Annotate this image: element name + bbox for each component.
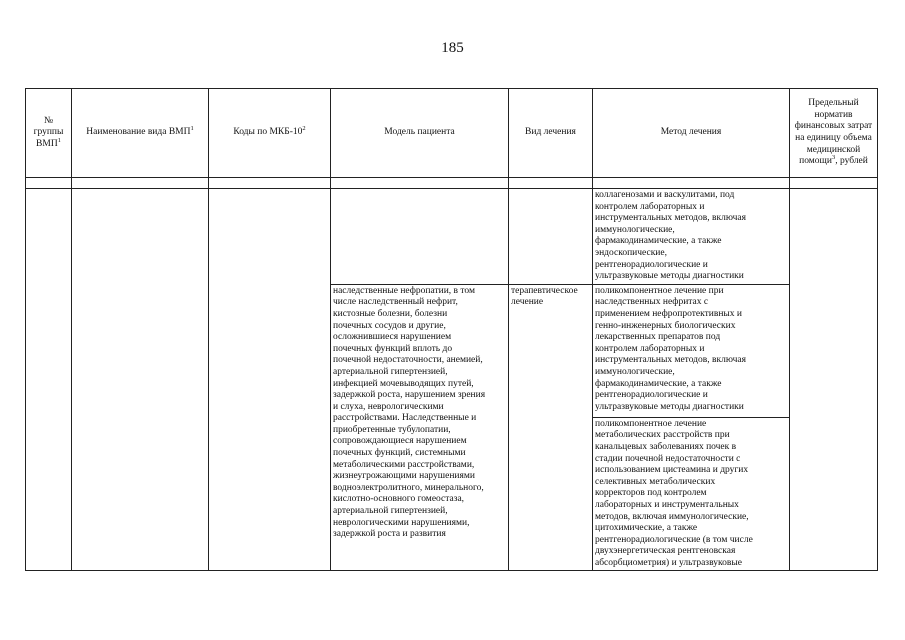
- header-group-number: № группы ВМП$^1$: [26, 89, 72, 178]
- treatment-type-cell: терапевтическое лечение: [509, 284, 593, 571]
- method-cell: коллагенозами и васкулитами, под контролем лабораторных и инструментальных методов, включая иммунологические, фармакодинамические, а также эндоскопические, рентгенорадиологические и ультразвуковые методы диагностики: [593, 189, 790, 285]
- header-treatment-method: Метод лечения: [593, 89, 790, 178]
- header-vmp-name: Наименование вида ВМП$^1$: [72, 89, 209, 178]
- table-row: [26, 189, 878, 285]
- method-cell: поликомпонентное лечение метаболических расстройств при канальцевых заболеваниях почек в стадии почечной недостаточности с использованием цистеамина и других селективных метаболических корректоров под контролем лабораторных и инструментальных методов, включая иммунологические, цитохимические, а также рентгенорадиологические (в том числе двухэнергетическая рентгеновская абсорбциометрия) и ультразвуковые: [593, 417, 790, 571]
- header-patient-model: Модель пациента: [331, 89, 509, 178]
- method-cell: поликомпонентное лечение при наследственных нефритах с применением нефропротективных и генно-инженерных биологических лекарственных препаратов под контролем лабораторных и инструментальных методов, включая иммунологические, фармакодинамические, а также рентгенорадиологические и ультразвуковые методы диагностики: [593, 284, 790, 417]
- header-icd-codes: Коды по МКБ-$10^2$: [209, 89, 331, 178]
- page-number: 185: [441, 40, 464, 56]
- medical-care-table: [25, 88, 878, 571]
- table-spacer-row: [26, 178, 878, 189]
- table-header-row: [26, 89, 878, 178]
- header-cost-norm: Предельный норматив финансовых затрат на единицу объема медицинской помощи$^3$, рублей: [790, 89, 878, 178]
- patient-model-cell: наследственные нефропатии, в том числе наследственный нефрит, кистозные болезни, болезни почечных сосудов и другие, осложнившиеся нарушением почечных функций вплоть до почечной недостаточности, анемией, артериальной гипертензией, инфекцией мочевыводящих путей, задержкой роста, нарушением зрения и слуха, неврологическими расстройствами. Наследственные и приобретенные тубулопатии, сопровождающиеся нарушением почечных функций, системными метаболическими расстройствами, жизнеугрожающими нарушениями водноэлектролитного, минерального, кислотно-основного гомеостаза, артериальной гипертензией, неврологическими нарушениями, задержкой роста и развития: [331, 284, 509, 571]
- header-treatment-type: Вид лечения: [509, 89, 593, 178]
